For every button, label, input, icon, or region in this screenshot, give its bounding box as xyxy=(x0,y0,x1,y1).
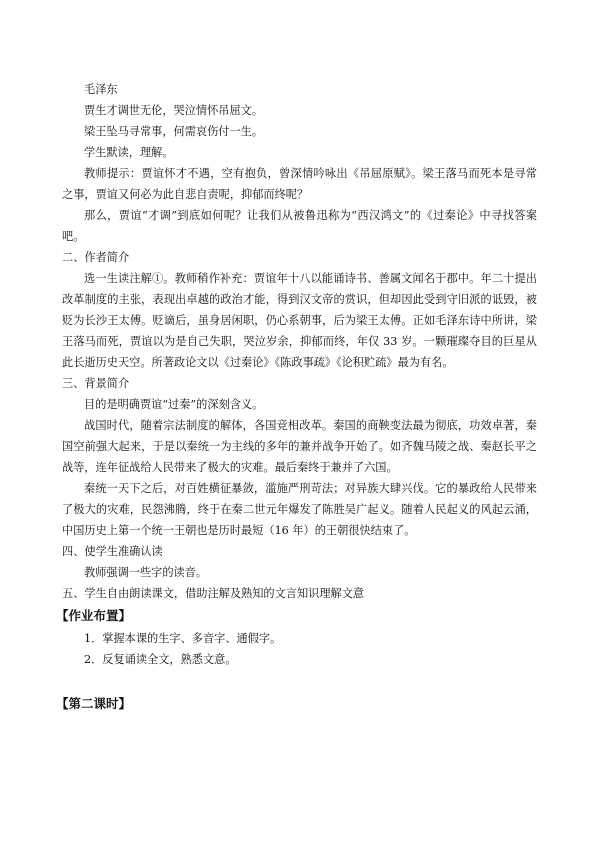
poem-author: 毛泽东 xyxy=(84,83,118,96)
homework-item-2: 2．反复诵读全文，熟悉文意。 xyxy=(84,653,237,666)
document-content xyxy=(56,79,537,716)
section-author-intro-title: 二、作者简介 xyxy=(62,251,130,264)
student-action: 学生默读，理解。 xyxy=(84,146,174,159)
spacer xyxy=(62,670,537,692)
homework-item-1: 1．掌握本课的生字、多音字、通假字。 xyxy=(84,632,282,645)
author-intro-paragraph: 选一生读注解①。教师稍作补充：贾谊年十八以能诵诗书、善属文闻名于郡中。年二十提出改革制度的主张，表现出卓越的政治才能，得到汉文帝的赏识，但却因此受到守旧派的诋毁，被贬为长沙王太傅。贬谪后，虽身居闲职，仍心系朝事，后为梁王太傅。正如毛泽东诗中所讲，梁王落马而死，贾谊以为是自己失职，哭泣岁余，抑郁而终，年仅 33 岁。一颗璀璨夺目的巨星从此长逝历史天空。所著政论文以《过秦论》《陈政事疏》《论积贮疏》最为有名。 xyxy=(62,272,537,369)
second-lesson-heading: 【第二课时】 xyxy=(56,696,132,711)
homework-heading: 【作业布置】 xyxy=(56,608,132,623)
section-free-reading-title: 五、学生自由朗读课文，借助注解及熟知的文言知识理解文意 xyxy=(62,587,365,600)
background-paragraph-2: 秦统一天下之后，对百姓横征暴敛，滥施严刑苛法；对异族大肆兴伐。它的暴政给人民带来了极大的灾难，民怨沸腾，终于在秦二世元年爆发了陈胜吴广起义。随着人民起义的风起云涌，中国历史上第一个统一王朝也是历时最短（16 年）的王朝很快结束了。 xyxy=(62,482,537,537)
poem-line-1: 贾生才调世无伦，哭泣情怀吊屈文。 xyxy=(84,104,264,117)
reading-note: 教师强调一些字的读音。 xyxy=(84,566,208,579)
transition-paragraph: 那么，贾谊“才调”到底如何呢？让我们从被鲁迅称为“西汉鸿文”的《过秦论》中寻找答案吧。 xyxy=(62,209,537,243)
background-purpose: 目的是明确贾谊“过秦”的深刻含义。 xyxy=(84,398,264,411)
poem-line-2: 梁王坠马寻常事，何需哀伤付一生。 xyxy=(84,125,264,138)
teacher-hint-paragraph: 教师提示：贾谊怀才不遇，空有抱负，曾深情吟咏出《吊屈原赋》。梁王落马而死本是寻常之事，贾谊又何必为此自悲自责呢，抑郁而终呢？ xyxy=(62,167,537,201)
section-background-title: 三、背景简介 xyxy=(62,377,130,390)
section-reading-title: 四、使学生准确认读 xyxy=(62,545,163,558)
background-paragraph-1: 战国时代，随着宗法制度的解体，各国竞相改革。秦国的商鞅变法最为彻底，功效卓著，秦国空前强大起来，于是以秦统一为主线的多年的兼并战争开始了。如齐魏马陵之战、秦赵长平之战等，连年征战给人民带来了极大的灾难。最后秦终于兼并了六国。 xyxy=(62,419,537,474)
